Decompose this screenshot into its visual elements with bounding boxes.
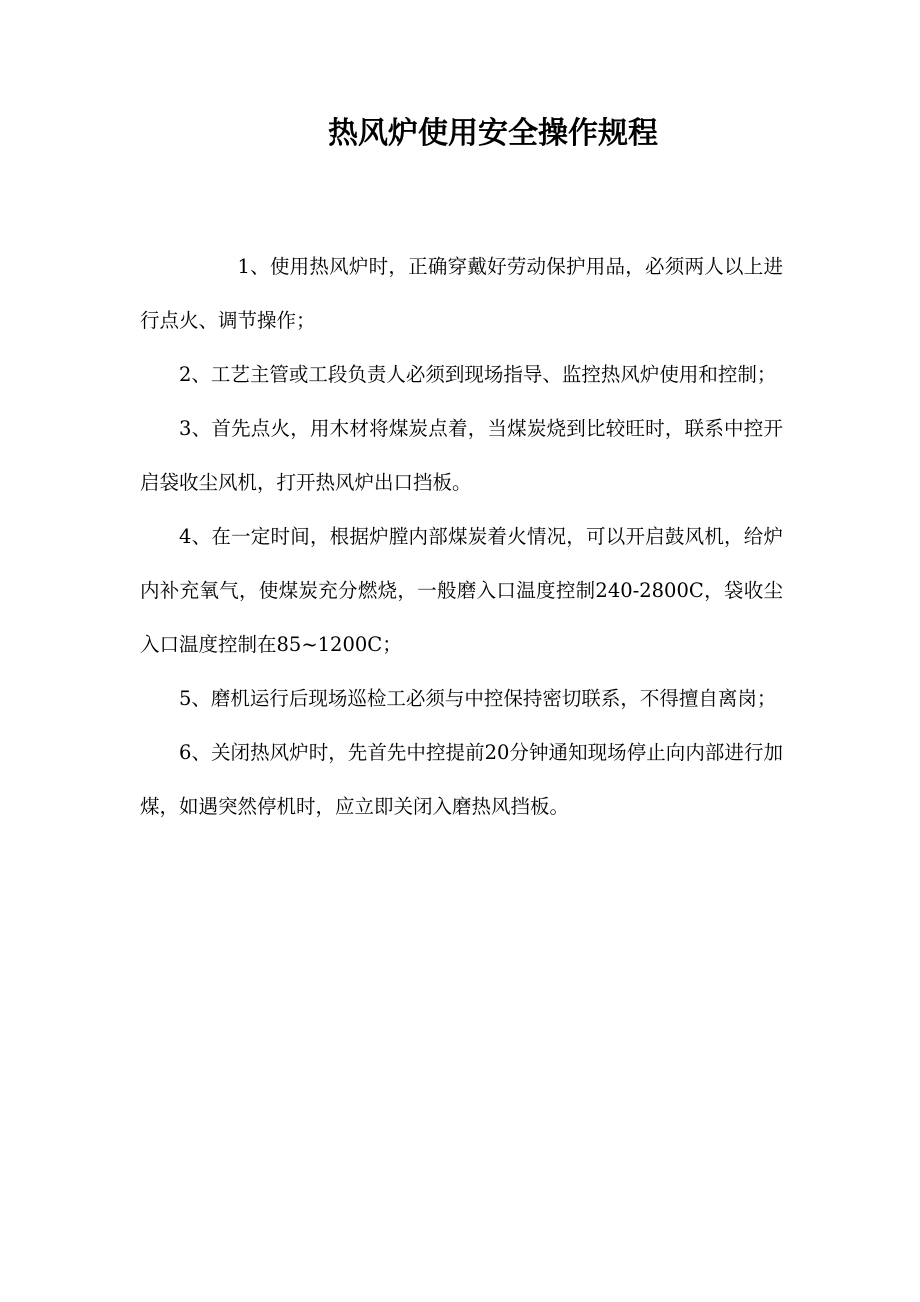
paragraph-3: 3、首先点火，用木材将煤炭点着，当煤炭烧到比较旺时，联系中控开启袋收尘风机，打开热风炉出口挡板。 <box>140 417 783 494</box>
paragraph-5: 5、磨机运行后现场巡检工必须与中控保持密切联系，不得擅自离岗； <box>179 687 777 710</box>
paragraph-2: 2、工艺主管或工段负责人必须到现场指导、监控热风炉使用和控制； <box>179 363 777 386</box>
paragraph-4: 4、在一定时间，根据炉膛内部煤炭着火情况，可以开启鼓风机，给炉内补充氧气，使煤炭充分燃烧，一般磨入口温度控制240-2800C，袋收尘入口温度控制在85~1200C； <box>140 525 783 656</box>
document-body <box>140 240 783 834</box>
document-title: 热风炉使用安全操作规程 <box>328 116 658 151</box>
paragraph-6: 6、关闭热风炉时，先首先中控提前20分钟通知现场停止向内部进行加煤，如遇突然停机时，应立即关闭入磨热风挡板。 <box>140 741 783 818</box>
paragraph-1: 1、使用热风炉时，正确穿戴好劳动保护用品，必须两人以上进行点火、调节操作； <box>140 255 783 332</box>
